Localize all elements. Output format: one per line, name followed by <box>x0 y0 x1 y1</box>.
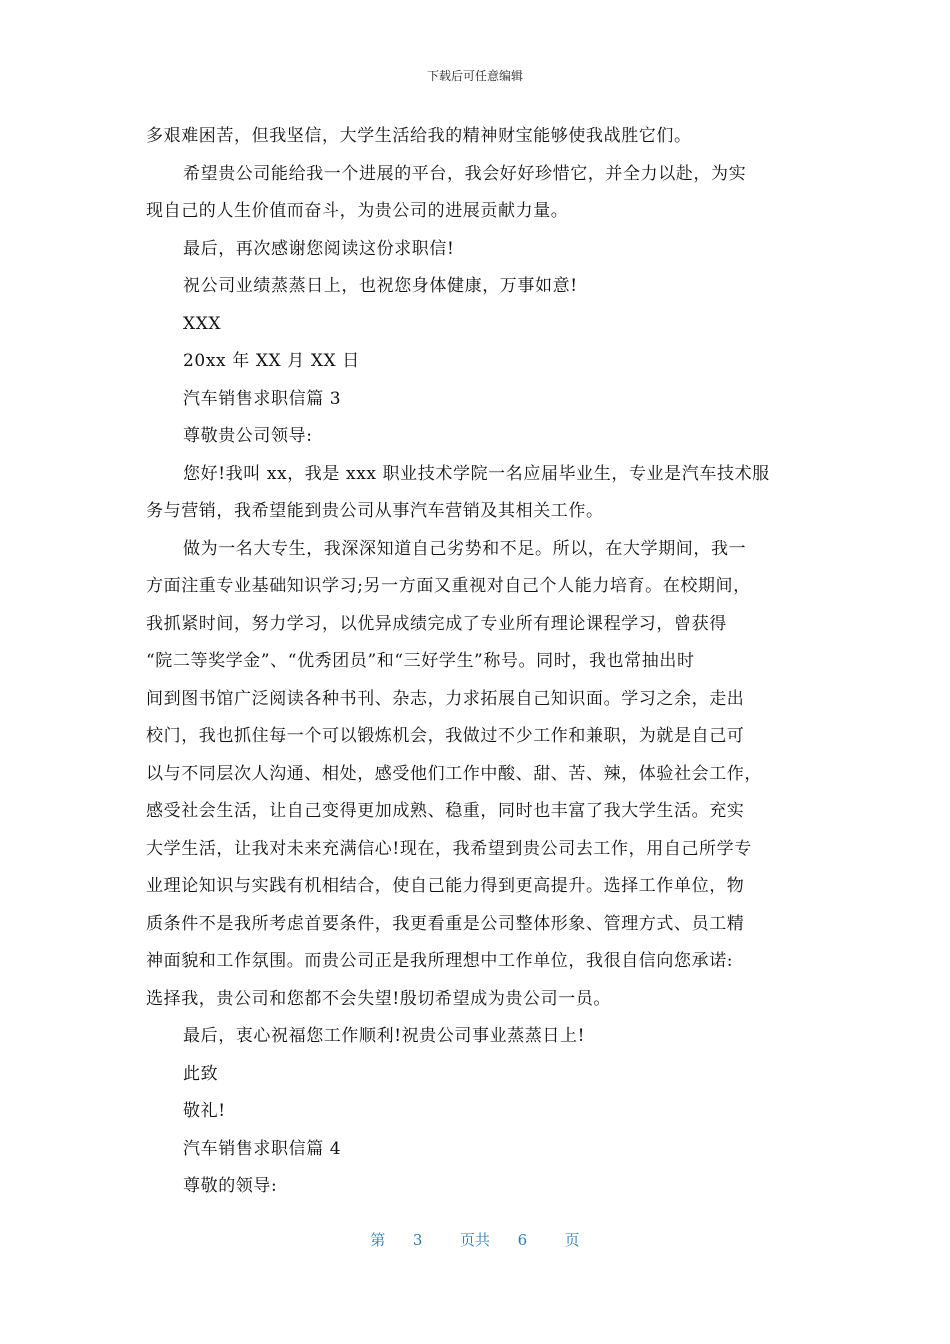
footer-page-number: 3 <box>412 1231 423 1249</box>
text-line: 神面貌和工作氛围。而贵公司正是我所理想中工作单位，我很自信向您承诺: <box>146 951 734 971</box>
text-line: XXX <box>183 313 222 334</box>
text-line: 祝公司业绩蒸蒸日上，也祝您身体健康，万事如意! <box>183 276 578 296</box>
document-body <box>146 118 808 1206</box>
text-line: 务与营销，我希望能到贵公司从事汽车营销及其相关工作。 <box>146 501 604 521</box>
text-line: 尊敬贵公司领导: <box>183 426 313 446</box>
text-line: 20xx 年 XX 月 XX 日 <box>183 351 360 371</box>
text-line: 做为一名大专生，我深深知道自己劣势和不足。所以，在大学期间，我一 <box>183 538 747 559</box>
text-line: 选择我，贵公司和您都不会失望!殷切希望成为贵公司一员。 <box>146 988 612 1009</box>
footer-prefix: 第 <box>370 1231 386 1249</box>
text-line: 此致 <box>183 1063 219 1084</box>
text-line: 校门，我也抓住每一个可以锻炼机会，我做过不少工作和兼职，为就是自己可 <box>146 726 745 746</box>
text-line: 质条件不是我所考虑首要条件，我更看重是公司整体形象、管理方式、员工精 <box>146 913 745 934</box>
page-footer <box>0 1229 950 1250</box>
text-line: 敬礼! <box>183 1101 226 1121</box>
text-line: 汽车销售求职信篇 4 <box>183 1138 342 1159</box>
page-header: 下载后可任意编辑 <box>426 69 523 83</box>
text-line: 现自己的人生价值而奋斗，为贵公司的进展贡献力量。 <box>146 201 569 221</box>
text-line: 我抓紧时间，努力学习，以优异成绩完成了专业所有理论课程学习，曾获得 <box>146 613 727 634</box>
text-line: 最后，衷心祝福您工作顺利!祝贵公司事业蒸蒸日上! <box>183 1026 586 1046</box>
text-line: 尊敬的领导: <box>183 1176 278 1196</box>
footer-suffix: 页 <box>564 1231 580 1249</box>
text-line: 汽车销售求职信篇 3 <box>183 388 342 409</box>
text-line: 您好!我叫 xx，我是 xxx 职业技术学院一名应届毕业生，专业是汽车技术服 <box>183 463 770 484</box>
text-line: 方面注重专业基础知识学习;另一方面又重视对自己个人能力培育。在校期间， <box>146 576 751 596</box>
footer-total-pages: 6 <box>517 1231 528 1249</box>
text-line: 以与不同层次人沟通、相处，感受他们工作中酸、甜、苦、辣，体验社会工作， <box>146 763 762 784</box>
text-line: 业理论知识与实践有机相结合，使自己能力得到更高提升。选择工作单位，物 <box>146 876 745 896</box>
text-line: “院二等奖学金”、“优秀团员”和“三好学生”称号。同时，我也常抽出时 <box>146 651 695 671</box>
footer-middle: 页共 <box>459 1231 490 1249</box>
text-line: 最后，再次感谢您阅读这份求职信! <box>183 238 455 259</box>
text-line: 间到图书馆广泛阅读各种书刊、杂志，力求拓展自己知识面。学习之余，走出 <box>146 688 745 709</box>
text-line: 多艰难困苦，但我坚信，大学生活给我的精神财宝能够使我战胜它们。 <box>146 126 692 146</box>
text-line: 大学生活，让我对未来充满信心!现在，我希望到贵公司去工作，用自己所学专 <box>146 838 752 859</box>
text-line: 感受社会生活，让自己变得更加成熟、稳重，同时也丰富了我大学生活。充实 <box>146 801 745 821</box>
text-line: 希望贵公司能给我一个进展的平台，我会好好珍惜它，并全力以赴，为实 <box>183 163 747 184</box>
